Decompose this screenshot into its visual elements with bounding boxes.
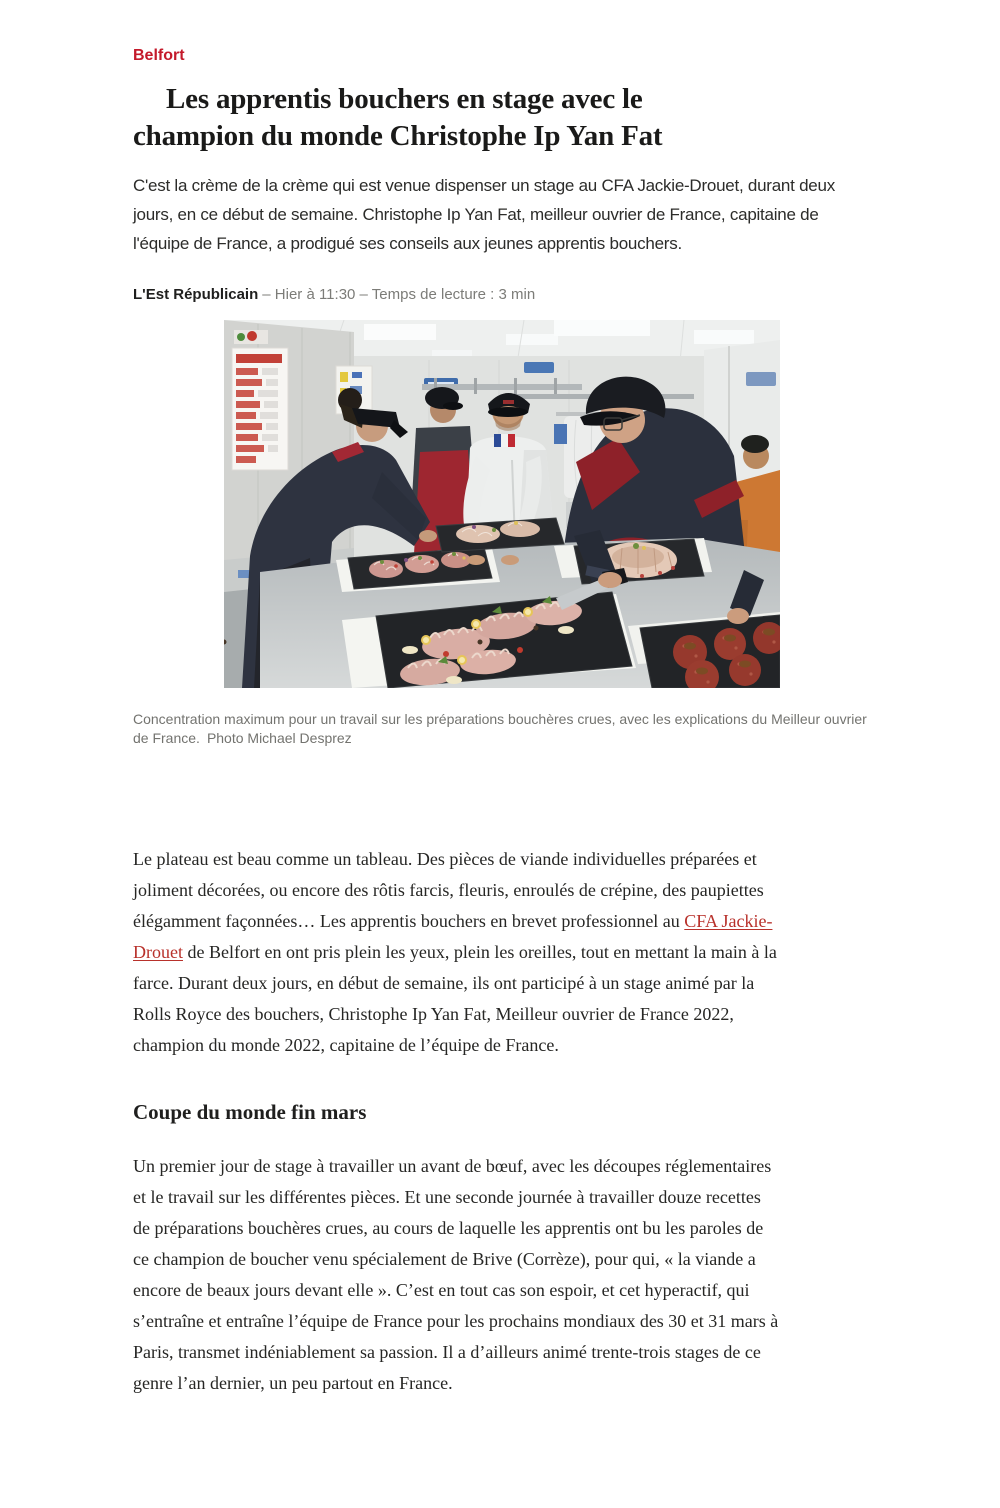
byline [133,285,870,304]
article-title-line1: Les apprentis bouchers en stage avec le [166,83,643,115]
article-lead: C'est la crème de la crème qui est venue dispenser un stage au CFA Jackie-Drouet, durant deux jours, en ce début de semaine. Christophe Ip Yan Fat, meilleur ouvrier de France, capitaine de l'équipe de France, a prodigué ses conseils aux jeunes apprentis bouchers. [133,176,835,253]
photo-caption [133,710,870,748]
byline-meta: – Hier à 11:30 – Temps de lecture : 3 min [262,286,536,303]
article-category-link[interactable]: Belfort [133,47,185,64]
photo-tray-meatballs [640,615,780,688]
paragraph-1-start: Le plateau est beau comme un tableau. Des pièces de viande individuelles préparées et joliment décorées, ou encore des rôtis farcis, fleuris, enroulés de crépine, des paupiettes élégamment façonnées… Les apprentis bouchers en brevet professionnel au [133,849,764,931]
paragraph-2: Un premier jour de stage à travailler un avant de bœuf, avec les découpes réglementaires et le travail sur les différentes pièces. Et une seconde journée à travailler douze recettes de préparations bouchères crues, au cours de laquelle les apprentis ont bu les paroles de ce champion de boucher venu spécialement de Brive (Corrèze), pour qui, « la viande a encore de beaux jours devant elle ». C’est en tout cas son espoir, et cet hyperactif, qui s’entraîne et entraîne l’équipe de France pour les prochains mondiaux des 30 et 31 mars à Paris, transmet indéniablement sa passion. Il a d’ailleurs animé trente-trois stages de ce genre l’an dernier, un peu partout en France. [133,1156,779,1393]
byline-source: L'Est Républicain [133,286,259,303]
photo-caption-text: Concentration maximum pour un travail sur les préparations bouchères crues, avec les explications du Meilleur ouvrier de France. [133,711,867,746]
paragraph-1 [133,844,781,1061]
article-figure [133,320,870,748]
photo-credit: Photo Michael Desprez [206,730,352,746]
article-photo [224,320,780,688]
article-title [133,81,870,155]
paragraph-1-end: de Belfort en ont pris plein les yeux, plein les oreilles, tout en mettant la main à la farce. Durant deux jours, en début de semaine, ils ont participé à un stage animé par la Rolls Royce des bouchers, Christophe Ip Yan Fat, Meilleur ouvrier de France 2022, champion du monde 2022, capitaine de l’équipe de France. [133,942,777,1055]
subheading: Coupe du monde fin mars [133,1100,367,1124]
article-title-line2: champion du monde Christophe Ip Yan Fat [133,120,663,152]
article [133,46,870,1399]
article-body [133,844,781,1399]
cfa-jackie-drouet-link[interactable]: CFA Jackie-Drouet [133,911,773,962]
